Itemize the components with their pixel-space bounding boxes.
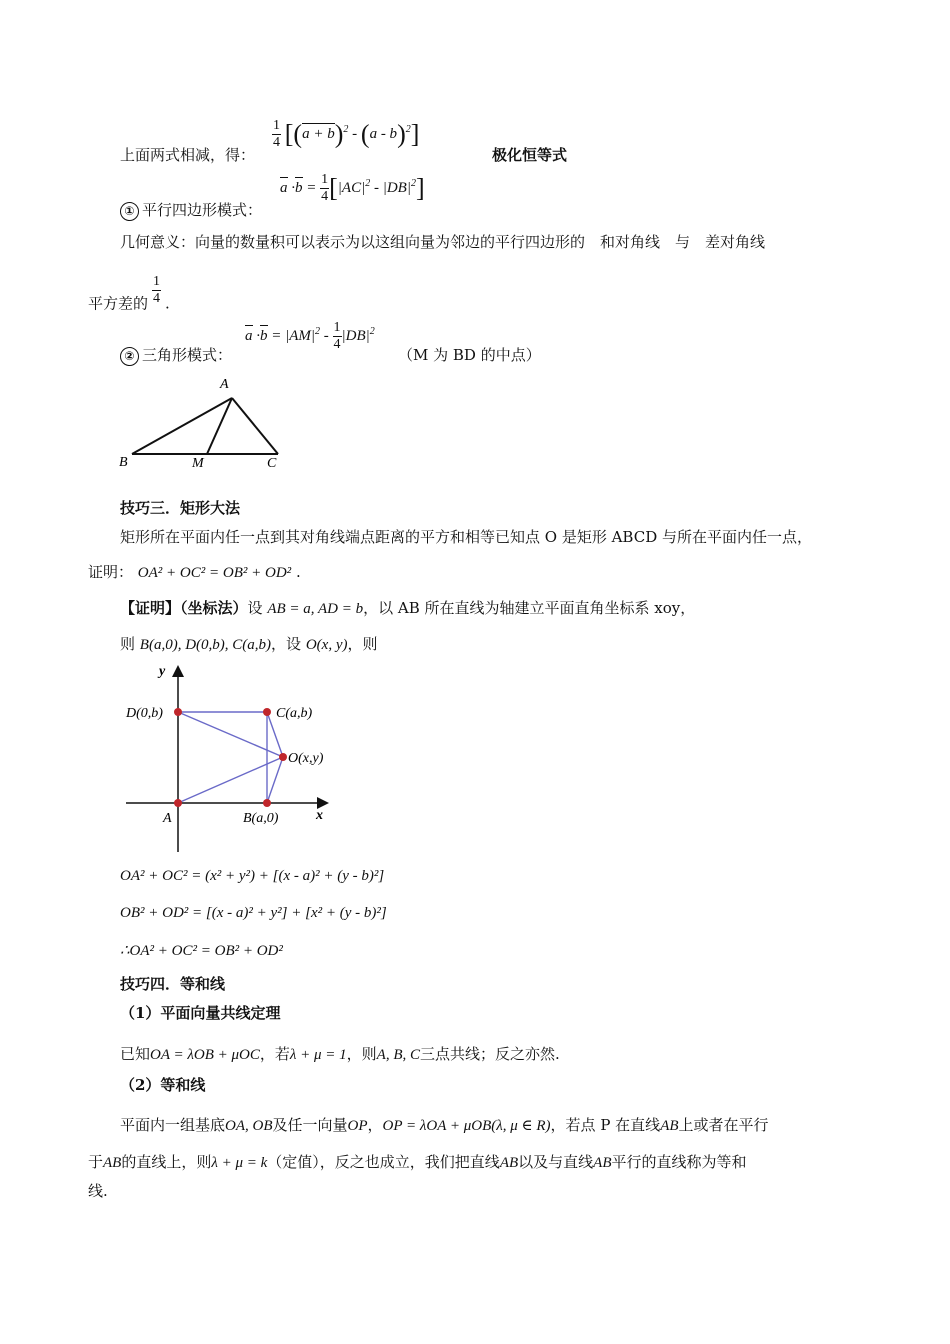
- label-O: O(x,y): [288, 751, 324, 766]
- equal-sum-line-3: 线.: [88, 1182, 108, 1200]
- point-O: [279, 753, 287, 761]
- rect-para-line2: 证明： OA² + OC² = OB² + OD² .: [88, 563, 301, 581]
- coordinate-figure: [118, 656, 348, 856]
- mode1-line: [120, 200, 262, 221]
- meaning-line-1: 几何意义：向量的数量积可以表示为以这组向量为邻边的平行四边形的 和对角线 与 差对角线: [120, 233, 766, 251]
- proof-line: 【证明】（坐标法）设 AB = a, AD = b，以 AB 所在直线为轴建立平面直角坐标系 xoy，: [120, 599, 696, 617]
- segment-AC: [232, 398, 278, 454]
- label-C: C: [267, 456, 277, 471]
- label-B: B(a,0): [243, 811, 279, 826]
- label-y-axis: y: [159, 664, 166, 679]
- label-A: A: [220, 377, 229, 392]
- circle-number-2: ②: [120, 347, 139, 366]
- then-line: 则 B(a,0), D(0,b), C(a,b)，设 O(x, y)，则: [120, 635, 378, 653]
- heading-rectangle: 技巧三．矩形大法: [120, 499, 241, 517]
- mode1-label: 平行四边形模式：: [142, 201, 263, 219]
- mode2-note: （M 为 BD 的中点）: [398, 346, 541, 364]
- mode2-line: [120, 345, 232, 366]
- rect-claim-formula: OA² + OC² = OB² + OD²: [137, 565, 292, 581]
- equation-2: OB² + OD² = [(x - a)² + y²] + [x² + (y - b)²]: [120, 905, 387, 921]
- segment-BO: [267, 757, 283, 803]
- circle-number-1: ①: [120, 202, 139, 221]
- rect-para-line1: 矩形所在平面内任一点到其对角线端点距离的平方和相等已知点 O 是矩形 ABCD 与所在平面内任一点，: [120, 528, 813, 546]
- heading-equal-sum: 技巧四．等和线: [120, 975, 226, 993]
- label-B: B: [119, 455, 128, 470]
- label-D: D(0,b): [126, 706, 163, 721]
- triangle-figure: [110, 372, 300, 472]
- point-B: [263, 799, 271, 807]
- point-D: [174, 708, 182, 716]
- label-C: C(a,b): [276, 706, 313, 721]
- label-x-axis: x: [316, 808, 323, 823]
- point-A: [174, 799, 182, 807]
- formula-difference: $\frac{1}{4}$ $[(a + b)^2 - (a - b)^2]$: [273, 118, 420, 150]
- subtract-text: 上面两式相减，得：: [120, 146, 256, 164]
- mode1-formula: a ·b = $\frac{1}{4}$ $[|AC|^2 - |DB|^2]$: [280, 172, 425, 204]
- label-M: M: [192, 456, 204, 471]
- subheading-collinear: （1）平面向量共线定理: [120, 1004, 281, 1022]
- equal-sum-line-1: 平面内一组基底OA, OB及任一向量OP，OP = λOA + μOB(λ, μ ∈ R)，若点 P 在直线AB上或者在平行: [120, 1116, 769, 1134]
- equation-3: ∴OA² + OC² = OB² + OD²: [120, 943, 283, 959]
- collinear-line: 已知OA = λOB + μOC，若λ + μ = 1，则A, B, C三点共线；反之亦然.: [120, 1045, 560, 1063]
- subheading-equal-sum: （2）等和线: [120, 1076, 206, 1094]
- heading-polarization: 极化恒等式: [492, 146, 568, 164]
- equation-1: OA² + OC² = (x² + y²) + [(x - a)² + (y - b)²]: [120, 868, 385, 884]
- mode2-formula: $a \cdot b = |AM|^2$ - $\frac{1}{4}$ $|DB|^2$: [245, 320, 375, 352]
- meaning-line-2: 平方差的 $\frac{1}{4}$ .: [88, 274, 170, 313]
- segment-AM: [207, 398, 232, 454]
- equal-sum-line-2: 于AB的直线上，则λ + μ = k（定值），反之也成立，我们把直线AB以及与直线AB平行的直线称为等和: [88, 1153, 747, 1171]
- label-A: A: [163, 811, 172, 826]
- mode2-label: 三角形模式：: [142, 346, 233, 364]
- segment-BA: [132, 398, 232, 454]
- point-C: [263, 708, 271, 716]
